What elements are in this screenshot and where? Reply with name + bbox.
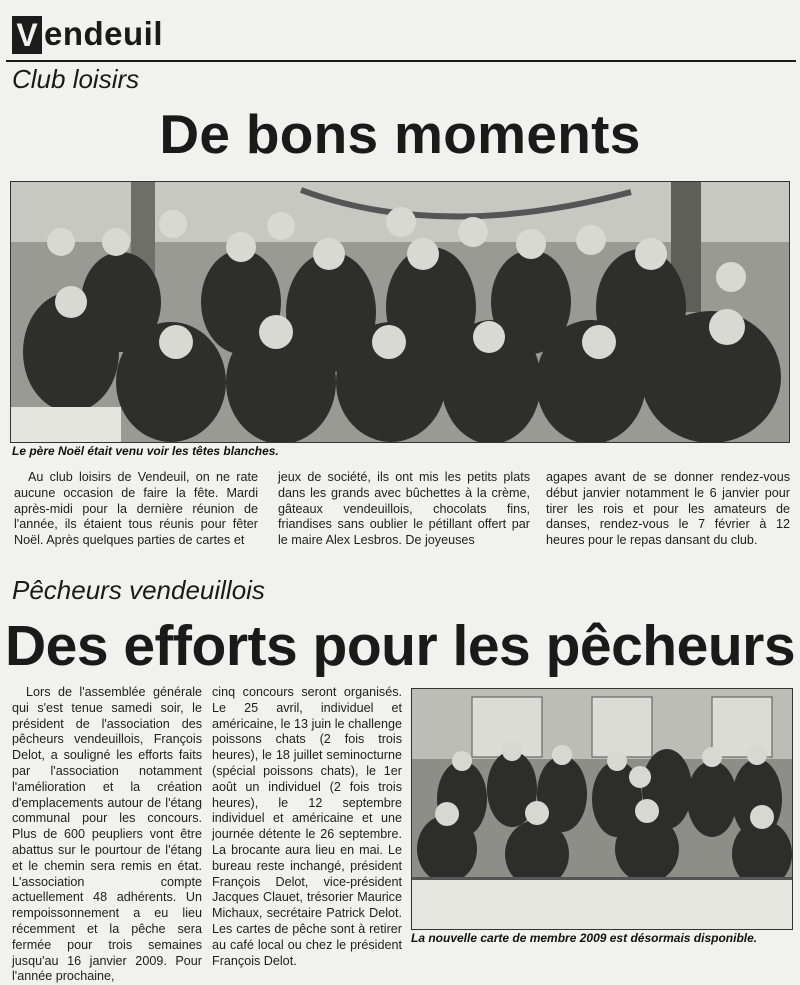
masthead-rule (6, 60, 796, 62)
headline-de-bons-moments: De bons moments (159, 103, 641, 165)
section-label-pecheurs: Pêcheurs vendeuillois (12, 575, 265, 605)
headline-des-efforts: Des efforts pour les pêcheurs (4, 614, 796, 678)
article2-paragraph-2: cinq concours seront organisés. Le 25 avril, individuel et américaine, le 13 juin le challenge poissons chats (2 fois trois heures), le 18 juillet seminocturne (spécial poissons chats), le 1er août un individuel (2 fois trois heures), le 12 septembre individuel et américaine et une journée détente le 26 septembre. La brocante aura lieu en mai. Le bureau reste inchangé, président François Delot, vice-président Jacques Clauet, trésorier Maurice Michaux, secrétaire Patrick Delot. Les cartes de pêche sont à retirer au café local ou chez le président François Delot. (212, 685, 402, 968)
photo-pecheurs (411, 688, 793, 930)
section-label-club-loisirs: Club loisirs (12, 64, 140, 94)
article2-column-2 (212, 685, 402, 969)
article2-paragraph-1: Lors de l'assemblée générale qui s'est tenue samedi soir, le président de l'association des pêcheurs vendeuillois, François Delot, a souligné les efforts faits par l'association notamment l'amélioration et la création d'emplacements autour de l'étang communal pour les concours. Plus de 600 peupliers vont être abattus sur le pourtour de l'étang et le chemin sera remis en état. L'association compte actuellement 48 adhérents. Un rempoissonnement a eu lieu récemment et la pêche sera fermée pour trois semaines jusqu'au 16 janvier 2009. Pour l'année prochaine, (12, 685, 202, 984)
masthead-name: endeuil (44, 15, 164, 52)
article1-column-2 (278, 470, 530, 549)
article2-column-1 (12, 685, 202, 985)
article1-column-3 (546, 470, 790, 549)
masthead (6, 6, 796, 58)
group-photo-illustration (11, 182, 789, 442)
article1-paragraph-2: jeux de société, ils ont mis les petits plats dans les grands avec bûchettes à la crème, gâteaux vendeuillois, chocolats fins, friandises sans oublier le pétillant offert par le maire Alex Lesbros. De joyeuses (278, 470, 530, 548)
photo-caption-pecheurs: La nouvelle carte de membre 2009 est désormais disponible. (411, 931, 758, 945)
photo-caption-club-loisirs: Le père Noël était venu voir les têtes blanches. (12, 444, 279, 458)
article1-paragraph-1: Au club loisirs de Vendeuil, on ne rate aucune occasion de faire la fête. Mardi après-midi pour la dernière réunion de l'année, ils étaient tous réunis pour fêter Noël. Après quelques parties de cartes et (14, 470, 258, 548)
masthead-initial: V (12, 16, 42, 54)
photo-club-loisirs (10, 181, 790, 443)
article1-paragraph-3: agapes avant de se donner rendez-vous début janvier notamment le 6 janvier pour tirer les rois et pour les amateurs de danses, rendez-vous le 7 février à 12 heures pour le repas dansant du club. (546, 470, 790, 548)
article1-column-1 (14, 470, 258, 549)
meeting-photo-illustration (412, 689, 792, 929)
